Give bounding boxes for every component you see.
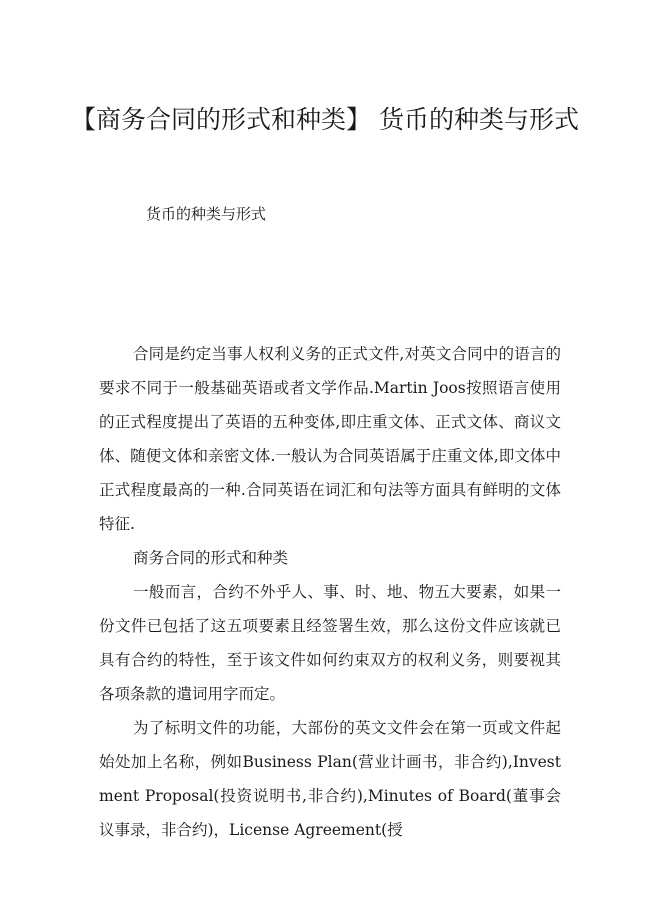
section-heading: 商务合同的形式和种类 xyxy=(133,549,289,567)
paragraph-intro: 合同是约定当事人权利义务的正式文件,对英文合同中的语言的要求不同于一般基础英语或者文学作品.Martin Joos按照语言使用的正式程度提出了英语的五种变体,即庄重文体、正式文体、商议文体、随便文体和亲密文体.一般认为合同英语属于庄重文体,即文体中正式程度最高的一种.合同英语在词汇和句法等方面具有鲜明的文体特征. xyxy=(99,345,561,533)
document-title: 【商务合同的形式和种类】 货币的种类与形式 xyxy=(71,105,579,134)
paragraph-titles: 为了标明文件的功能，大部份的英文文件会在第一页或文件起始处加上名称，例如Business Plan(营业计画书，非合约),Investment Proposal(投资说明书,非合约),Minutes of Board(董事会议事录，非合约)，License Agreement(授 xyxy=(99,719,561,839)
document-body xyxy=(99,337,561,847)
paragraph-elements: 一般而言，合约不外乎人、事、时、地、物五大要素，如果一份文件已包括了这五项要素且经签署生效，那么这份文件应该就已具有合约的特性，至于该文件如何约束双方的权利义务，则要视其各项条款的遣词用字而定。 xyxy=(99,583,561,703)
document-subtitle: 货币的种类与形式 xyxy=(146,205,267,223)
